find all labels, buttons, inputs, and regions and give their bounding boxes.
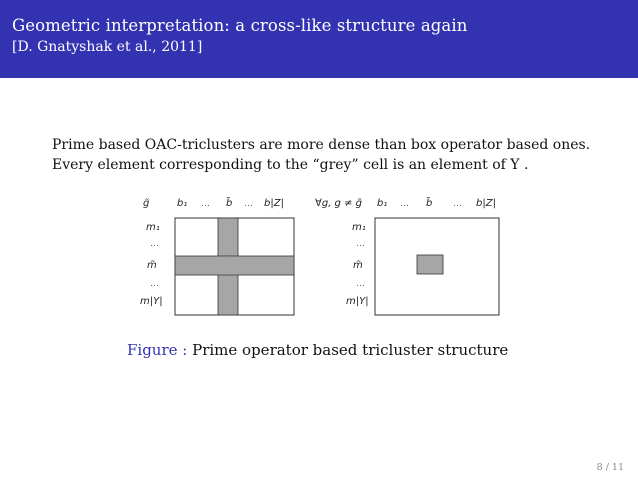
- left-row-label-3: m̃: [147, 260, 157, 271]
- left-row-label-5: m|Y|: [140, 296, 163, 307]
- right-row-label-1: m₁: [352, 222, 366, 233]
- left-row-label-4: …: [150, 279, 159, 289]
- left-col-label-5: b|Z|: [264, 198, 284, 209]
- left-matrix: [140, 196, 294, 315]
- left-row-label-1: m₁: [146, 222, 160, 233]
- right-col-label-5: b|Z|: [476, 198, 496, 209]
- left-col-label-4: …: [244, 199, 253, 209]
- right-row-label-5: m|Y|: [346, 296, 369, 307]
- right-matrix: [315, 196, 499, 315]
- left-col-label-2: …: [201, 199, 210, 209]
- left-col-label-1: b₁: [177, 198, 188, 209]
- figure-caption-text: Prime operator based tricluster structure: [192, 341, 509, 359]
- left-col-label-3: b̃: [226, 198, 233, 209]
- page-number: 8 / 11: [596, 462, 624, 473]
- slide-title: Geometric interpretation: a cross-like structure again: [12, 16, 468, 35]
- left-row-label-2: …: [150, 239, 159, 249]
- right-col-label-1: b₁: [377, 198, 388, 209]
- right-col-label-4: …: [453, 199, 462, 209]
- left-corner-label: g̃: [143, 198, 150, 209]
- right-row-label-3: m̃: [353, 260, 363, 271]
- right-row-label-2: …: [356, 239, 365, 249]
- slide-subtitle: [D. Gnatyshak et al., 2011]: [12, 39, 203, 55]
- right-col-label-2: …: [400, 199, 409, 209]
- body-line-1: Prime based OAC-triclusters are more dense than box operator based ones.: [52, 137, 591, 153]
- figure-caption-label: Figure :: [127, 341, 188, 359]
- right-corner-label: ∀g, g ≠ g̃: [315, 198, 362, 209]
- left-cross-center: [218, 256, 237, 274]
- body-line-2: Every element corresponding to the “grey” cell is an element of Y .: [52, 157, 529, 173]
- right-grey-cell: [417, 255, 443, 274]
- right-row-label-4: …: [356, 279, 365, 289]
- right-col-label-3: b̃: [426, 198, 433, 209]
- figure-caption: [127, 341, 508, 359]
